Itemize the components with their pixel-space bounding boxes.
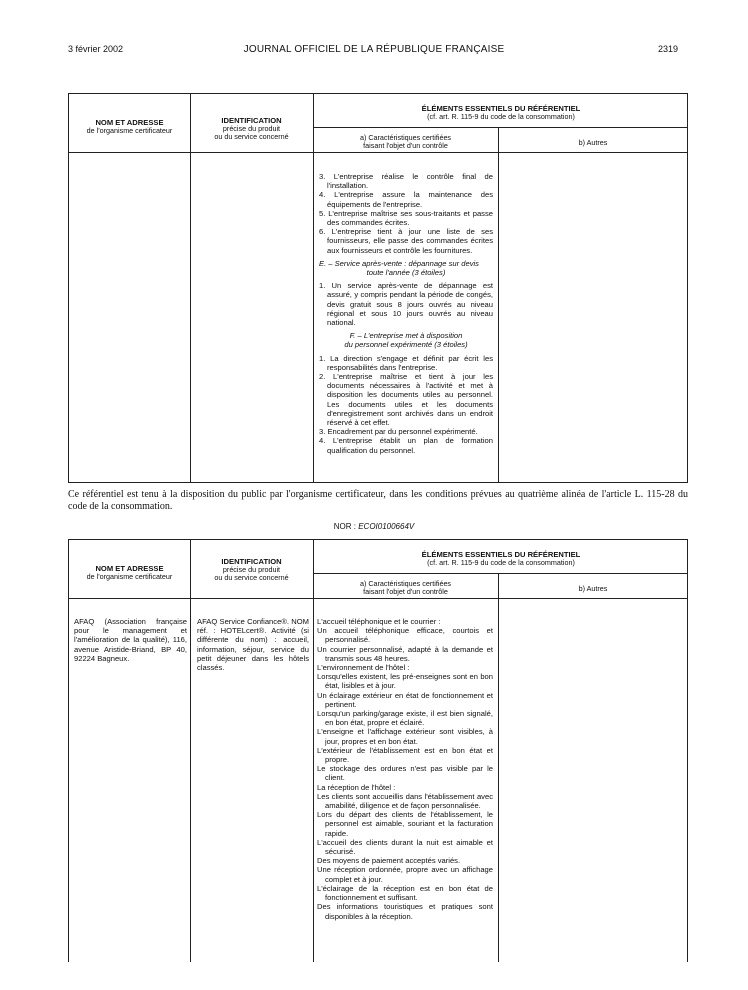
table2-criteria (317, 617, 493, 921)
header-identification-title: IDENTIFICATION (221, 557, 282, 566)
header-organisme-sub: de l'organisme certificateur (86, 126, 173, 135)
criteria-item: 4. L'entreprise établit un plan de formation qualification du personnel. (319, 436, 493, 455)
criteria-item: 1. La direction s'engage et définit par écrit les responsabilités dans l'entreprise. (319, 353, 493, 372)
header-identification-sub2: ou du service concerné (214, 132, 289, 141)
criteria-heading: L'accueil téléphonique et le courrier : (317, 617, 441, 626)
criteria-line: Une réception ordonnée, propre avec un affichage complet et à jour. (317, 865, 493, 884)
header-elements (313, 551, 689, 567)
header-organisme (69, 119, 190, 135)
criteria-heading: La réception de l'hôtel : (317, 782, 396, 792)
subheader-caracteristiques (313, 134, 498, 150)
header-elements (313, 105, 689, 121)
criteria-line: Un accueil téléphonique efficace, courtois et personnalisé. (317, 626, 493, 645)
table1-content (319, 172, 493, 455)
header-organisme-title: NOM ET ADRESSE (95, 564, 164, 573)
nor-label: NOR : (333, 522, 356, 531)
criteria-item: 1. Un service après-vente de dépannage est assuré, y compris pendant la période de congés, devis gratuit sous 8 jours ouvrés au niveau régional et sous 10 jours ouvrés au niveau national. (319, 281, 493, 328)
column-divider (190, 540, 191, 962)
organism-cell: AFAQ (Association française pour le management et l'amélioration de la qualité), 116, avenue Aristide-Briand, BP 40, 92224 Bagneux. (74, 617, 187, 663)
header-identification (190, 558, 313, 582)
criteria-line: Un courrier personnalisé, adapté à la demande et transmis sous 48 heures. (317, 644, 493, 663)
criteria-heading: L'environnement de l'hôtel : (317, 663, 410, 673)
criteria-item: 3. L'entreprise réalise le contrôle final de l'installation. (319, 172, 493, 191)
criteria-line: L'accueil des clients durant la nuit est aimable et sécurisé. (317, 837, 493, 857)
header-identification-sub1: précise du produit (222, 124, 281, 133)
subheader-a-line1: a) Caractéristiques certifiées (359, 133, 452, 142)
header-elements-title: ÉLÉMENTS ESSENTIELS DU RÉFÉRENTIEL (421, 550, 581, 559)
criteria-item: 5. L'entreprise maîtrise ses sous-traitants et passe des commandes écrites. (319, 208, 493, 228)
criteria-line: Le stockage des ordures n'est pas visible par le client. (317, 764, 493, 783)
row-divider (313, 127, 687, 128)
subheader-autres: b) Autres (578, 584, 608, 593)
criteria-heading: L'extérieur de l'établissement est en bon état et propre. (317, 745, 493, 765)
availability-paragraph: Ce référentiel est tenu à la disposition du public par l'organisme certificateur, dans les conditions prévues au quatrième alinéa de l'article L. 115-28 du code de la consommation. (68, 489, 688, 512)
criteria-item: 3. Encadrement par du personnel expérimenté. (319, 427, 478, 437)
criteria-line: Lorsqu'un parking/garage existe, il est bien signalé, en bon état, propre et éclairé. (317, 709, 493, 728)
header-elements-sub: (cf. art. R. 115-9 du code de la consommation) (427, 112, 575, 121)
section-f-subtitle: du personnel expérimenté (3 étoiles) (344, 340, 468, 350)
criteria-line: Lors du départ des clients de l'établissement, le personnel est aimable, souriant et la facturation rapide. (317, 810, 493, 838)
column-divider (498, 127, 499, 482)
subheader-caracteristiques (313, 580, 498, 596)
header-organisme-sub: de l'organisme certificateur (86, 572, 173, 581)
header-identification-sub2: ou du service concerné (214, 573, 289, 582)
identification-cell: AFAQ Service Confiance®. NOM réf. : HOTELcert®. Activité (si différente du nom) : accueil, information, séjour, service du petit déjeuner dans les hôtels classés. (197, 617, 309, 673)
section-f-title: F. – L'entreprise met à disposition (349, 331, 463, 341)
header-title: JOURNAL OFFICIEL DE LA RÉPUBLIQUE FRANÇAISE (243, 44, 505, 55)
header-bottom-rule (69, 152, 687, 153)
header-elements-title: ÉLÉMENTS ESSENTIELS DU RÉFÉRENTIEL (421, 104, 581, 113)
criteria-line: Un éclairage extérieur en état de fonctionnement et pertinent. (317, 690, 493, 709)
criteria-line: L'enseigne et l'affichage extérieur sont visibles, à jour, propres et en bon état. (317, 727, 493, 746)
nor-code: ECOI0100664V (358, 522, 415, 531)
header-identification-sub1: précise du produit (222, 565, 281, 574)
criteria-line: Lorsqu'elles existent, les pré-enseignes sont en bon état, lisibles et à jour. (317, 672, 493, 691)
subheader-a-line1: a) Caractéristiques certifiées (359, 579, 452, 588)
header-organisme (69, 565, 190, 581)
row-divider (313, 573, 687, 574)
header-date: 3 février 2002 (68, 44, 124, 54)
criteria-item: 4. L'entreprise assure la maintenance des équipements de l'entreprise. (319, 190, 493, 209)
nor-reference (0, 522, 748, 531)
section-e-title: E. – Service après-vente : dépannage sur devis (319, 258, 479, 268)
header-organisme-title: NOM ET ADRESSE (95, 118, 164, 127)
header-identification-title: IDENTIFICATION (221, 116, 282, 125)
header-bottom-rule (69, 598, 687, 599)
column-divider (313, 540, 314, 962)
header-page-number: 2319 (657, 44, 678, 54)
criteria-line: Les clients sont accueillis dans l'établissement avec amabilité, diligence et de façon personnalisée. (317, 791, 493, 811)
criteria-item: 6. L'entreprise tient à jour une liste de ses fournisseurs, elle passe des commandes écrites aux fournisseurs et contrôle les fournitures. (319, 227, 493, 255)
criteria-item: 2. L'entreprise maîtrise et tient à jour les documents nécessaires à l'activité et met à disposition les documents utiles au personnel. Les documents utiles et les documents d'enregistrement sont archivés dans un endroit réservé à cet effet. (319, 372, 493, 428)
header-elements-sub: (cf. art. R. 115-9 du code de la consommation) (427, 558, 575, 567)
subheader-autres: b) Autres (578, 138, 608, 147)
column-divider (498, 573, 499, 962)
criteria-line: Des informations touristiques et pratiques sont disponibles à la réception. (317, 902, 493, 921)
header-identification (190, 117, 313, 141)
referentiel-table-2 (68, 539, 688, 962)
referentiel-table-1 (68, 93, 688, 483)
criteria-heading: Des moyens de paiement acceptés variés. (317, 856, 461, 866)
criteria-line: L'éclairage de la réception est en bon état de fonctionnement et suffisant. (317, 883, 493, 903)
subheader-a-line2: faisant l'objet d'un contrôle (363, 141, 448, 150)
section-e-subtitle: toute l'année (3 étoiles) (366, 268, 446, 278)
subheader-a-line2: faisant l'objet d'un contrôle (363, 587, 448, 596)
